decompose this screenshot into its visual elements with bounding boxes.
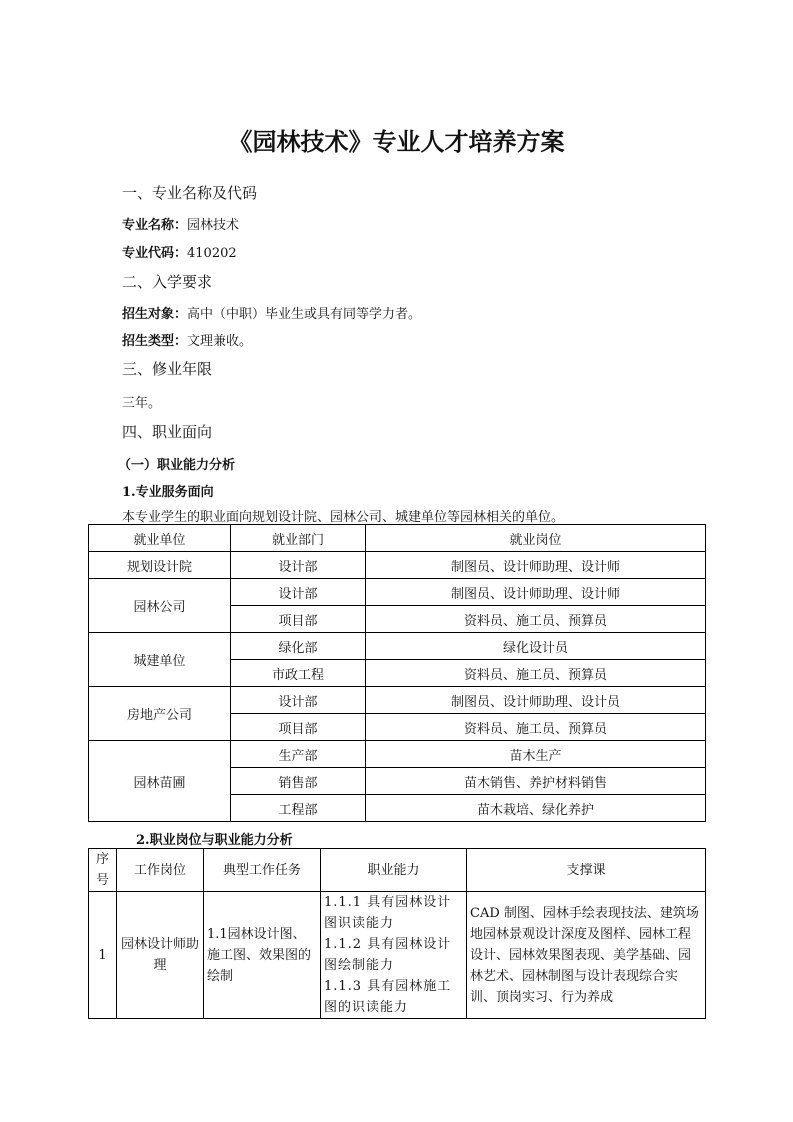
study-years: 三年。 (122, 396, 162, 411)
row-number: 1 (89, 892, 117, 1019)
label: 招生对象： (122, 307, 188, 322)
position-cell: 苗木栽培、绿化养护 (366, 795, 706, 822)
label: 招生类型： (122, 334, 188, 349)
column-header: 就业部门 (231, 525, 366, 552)
employment-table (88, 524, 706, 822)
column-header: 职业能力 (321, 849, 467, 892)
column-header: 序号 (89, 849, 117, 892)
table-row (89, 552, 706, 579)
enroll-type: 文理兼收。 (187, 334, 253, 349)
employer-cell: 园林苗圃 (89, 741, 231, 822)
position-cell: 资料员、施工员、预算员 (366, 660, 706, 687)
document-title: 《园林技术》专业人才培养方案 (228, 127, 565, 156)
paragraph: 本专业学生的职业面向规划设计院、园林公司、城建单位等园林相关的单位。 (122, 510, 565, 525)
position-cell: 资料员、施工员、预算员 (366, 606, 706, 633)
position-cell: 绿化设计员 (366, 633, 706, 660)
department-cell: 生产部 (231, 741, 366, 768)
department-cell: 设计部 (231, 552, 366, 579)
department-cell: 设计部 (231, 579, 366, 606)
ability-item: 1.1.2 具有园林设计图绘制能力 (324, 937, 452, 973)
employer-cell: 园林公司 (89, 579, 231, 633)
subheading: （一）职业能力分析 (118, 458, 236, 473)
ability-table (88, 848, 706, 1019)
position-cell: 制图员、设计师助理、设计师 (366, 579, 706, 606)
table-header-row (89, 849, 706, 892)
department-cell: 销售部 (231, 768, 366, 795)
position-cell: 苗木生产 (366, 741, 706, 768)
major-code: 410202 (187, 246, 237, 261)
position-cell: 苗木销售、养护材料销售 (366, 768, 706, 795)
employer-cell: 房地产公司 (89, 687, 231, 741)
position-cell: 制图员、设计师助理、设计师 (366, 552, 706, 579)
department-cell: 项目部 (231, 606, 366, 633)
department-cell: 设计部 (231, 687, 366, 714)
section-heading: 二、入学要求 (122, 273, 213, 291)
table-row (89, 741, 706, 768)
subheading: 2.职业岗位与职业能力分析 (136, 833, 293, 848)
label: 专业名称： (122, 218, 188, 233)
table-row (89, 633, 706, 660)
ability-item: 1.1.3 具有园林施工图的识读能力 (324, 979, 452, 1015)
position-cell: 资料员、施工员、预算员 (366, 714, 706, 741)
table-row (89, 687, 706, 714)
table-row (89, 892, 706, 1019)
column-header: 就业单位 (89, 525, 231, 552)
work-post: 园林设计师助理 (117, 892, 204, 1019)
ability-item: 1.1.1 具有园林设计图识读能力 (324, 895, 452, 931)
subheading: 1.专业服务面向 (122, 485, 214, 500)
department-cell: 工程部 (231, 795, 366, 822)
enroll-target: 高中（中职）毕业生或具有同等学力者。 (187, 307, 422, 322)
column-header: 典型工作任务 (204, 849, 321, 892)
column-header: 工作岗位 (117, 849, 204, 892)
section-heading: 三、修业年限 (122, 360, 213, 378)
department-cell: 项目部 (231, 714, 366, 741)
typical-task: 1.1园林设计图、施工图、效果图的绘制 (204, 892, 321, 1019)
position-cell: 制图员、设计师助理、设计员 (366, 687, 706, 714)
employer-cell: 规划设计院 (89, 552, 231, 579)
table-header-row (89, 525, 706, 552)
department-cell: 绿化部 (231, 633, 366, 660)
department-cell: 市政工程 (231, 660, 366, 687)
abilities-cell (321, 892, 467, 1019)
section-heading: 一、专业名称及代码 (122, 184, 258, 202)
column-header: 支撑课 (467, 849, 706, 892)
label: 专业代码： (122, 246, 188, 261)
table-row (89, 579, 706, 606)
major-name: 园林技术 (187, 218, 240, 233)
column-header: 就业岗位 (366, 525, 706, 552)
section-heading: 四、职业面向 (122, 423, 213, 441)
support-courses: CAD 制图、园林手绘表现技法、建筑场地园林景观设计深度及图样、园林工程设计、园林效果图表现、美学基础、园林艺术、园林制图与设计表现综合实训、顶岗实习、行为养成 (467, 892, 706, 1019)
employer-cell: 城建单位 (89, 633, 231, 687)
